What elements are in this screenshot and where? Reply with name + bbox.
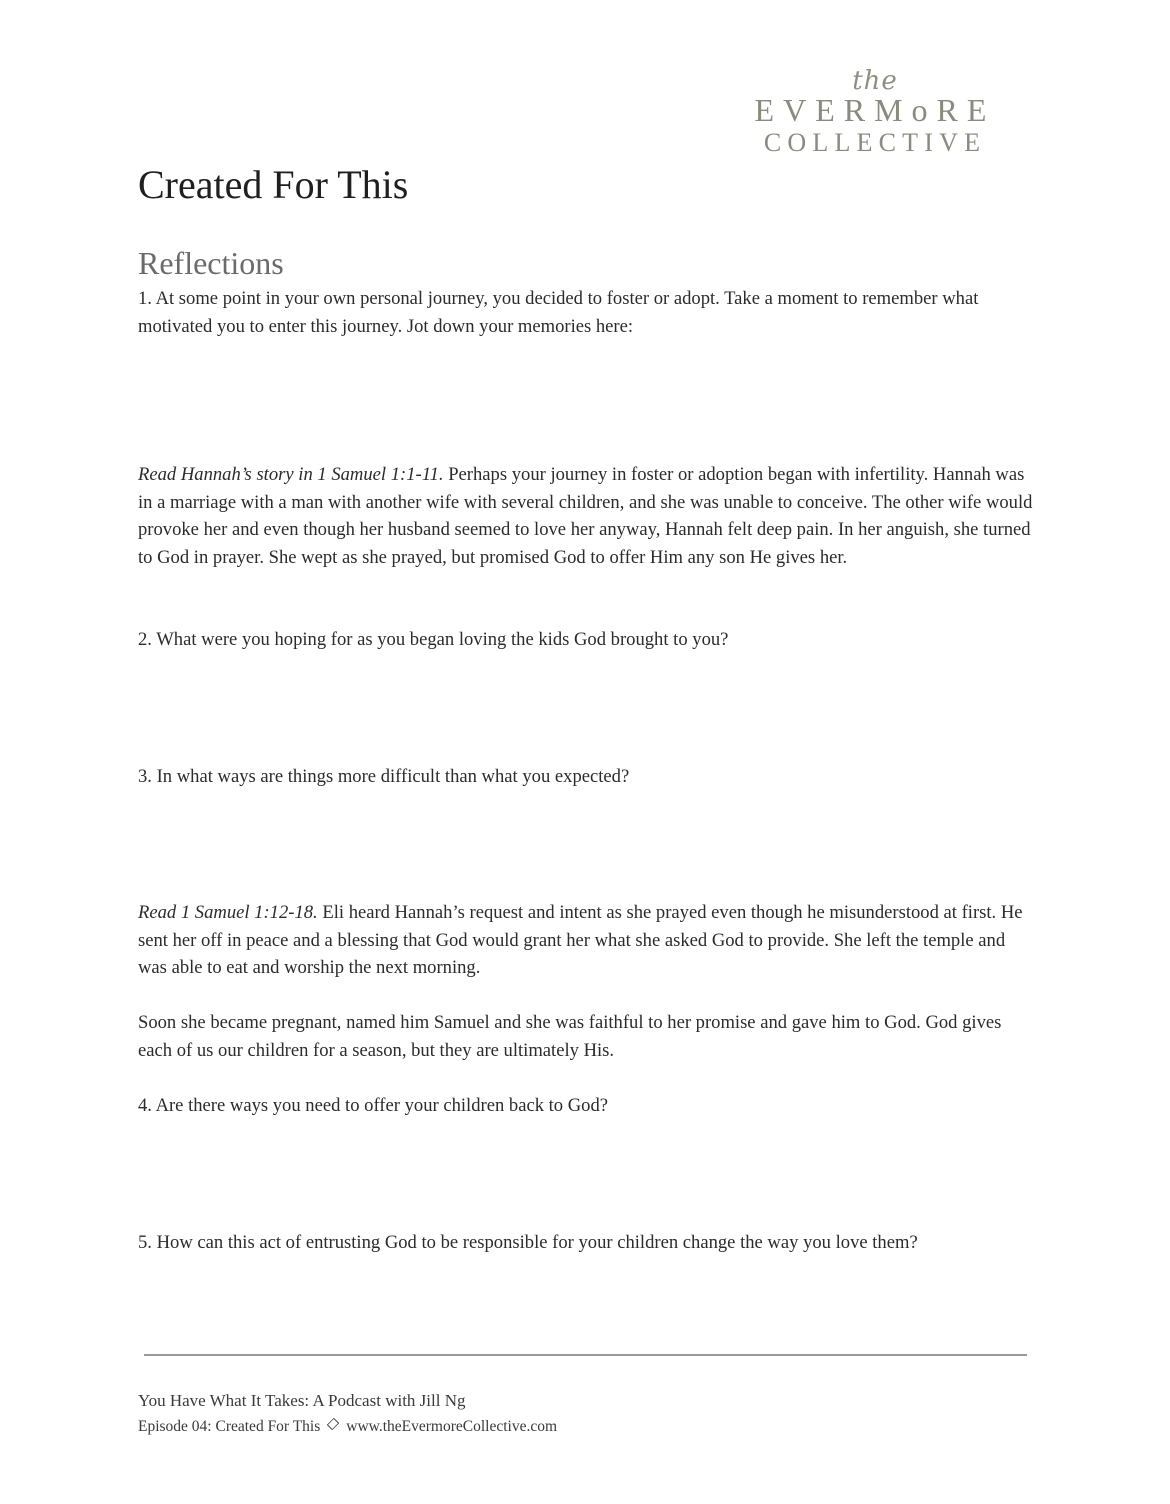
question-5: 5. How can this act of entrusting God to be responsible for your children change the way you love them? bbox=[138, 1232, 918, 1253]
section-heading-reflections: Reflections bbox=[138, 245, 284, 281]
hannah-reading-text: Perhaps your journey in foster or adoption began with infertility. Hannah was in a marriage with a man with another wife with several children, and she was unable to conceive. The other wife would provoke her and even though her husband seemed to love her anyway, Hannah felt deep pain. In her anguish, she turned to God in prayer. She wept as she prayed, but promised God to offer Him any son He gives her. bbox=[138, 464, 1033, 568]
samuel-paragraph: Soon she became pregnant, named him Samuel and she was faithful to her promise and gave him to God. God gives each of us our children for a season, but they are ultimately His. bbox=[138, 1012, 1002, 1061]
footer-website-link[interactable]: www.theEvermoreCollective.com bbox=[346, 1418, 558, 1435]
hannah-reading-paragraph bbox=[138, 461, 1038, 571]
page-title: Created For This bbox=[138, 162, 409, 207]
footer-podcast-title: You Have What It Takes: A Podcast with Jill Ng bbox=[138, 1391, 466, 1410]
footer-divider bbox=[144, 1354, 1027, 1356]
eli-reading-paragraph bbox=[138, 899, 1038, 982]
hannah-scripture-reference: Read Hannah’s story in 1 Samuel 1:1-11. bbox=[138, 464, 444, 485]
question-3: 3. In what ways are things more difficult than what you expected? bbox=[138, 766, 630, 787]
diamond-icon bbox=[327, 1418, 339, 1430]
evermore-collective-logo bbox=[752, 68, 998, 160]
question-1: 1. At some point in your own personal journey, you decided to foster or adopt. Take a moment to remember what motivated you to enter this journey. Jot down your memories here: bbox=[138, 288, 979, 337]
question-4: 4. Are there ways you need to offer your children back to God? bbox=[138, 1095, 609, 1116]
logo-collective: COLLECTIVE bbox=[763, 128, 987, 157]
eli-scripture-reference: Read 1 Samuel 1:12-18. bbox=[138, 902, 318, 923]
logo-the: the bbox=[852, 66, 898, 96]
footer-episode: Episode 04: Created For This bbox=[138, 1418, 321, 1435]
question-2: 2. What were you hoping for as you began loving the kids God brought to you? bbox=[138, 629, 729, 650]
eli-reading-text: Eli heard Hannah’s request and intent as she prayed even though he misunderstood at first. He sent her off in peace and a blessing that God would grant her what she asked God to provide. She left the temple and was able to eat and worship the next morning. bbox=[138, 902, 1023, 979]
logo-evermore: EVERMoRE bbox=[754, 92, 996, 128]
footer-episode-line bbox=[138, 1416, 557, 1438]
